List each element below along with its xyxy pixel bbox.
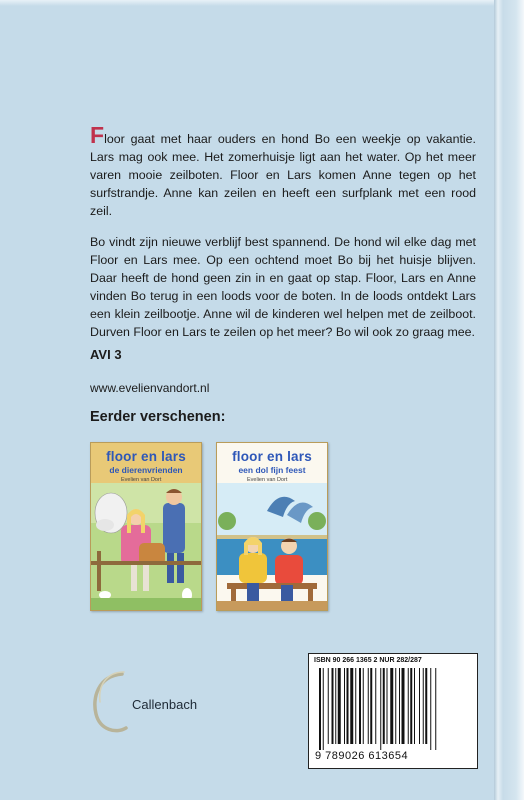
publisher-name: Callenbach bbox=[132, 697, 198, 712]
barcode-bar bbox=[435, 668, 436, 750]
blurb-paragraph-1-text: loor gaat met haar ouders en hond Bo een weekje op vakantie. Lars mag ook mee. Het zomerhuisje ligt aan het water. Op het meer varen mooie zeilboten. Floor en Lars komen Anne tegen op het surfstrandje. Anne kan zeilen en heeft een surfplank met een rood zeil. bbox=[90, 132, 476, 218]
barcode-bar bbox=[430, 668, 431, 750]
earlier-published-heading: Eerder verschenen: bbox=[90, 409, 226, 425]
barcode-bar bbox=[425, 668, 427, 744]
isbn-text: ISBN 90 266 1365 2 NUR 282/287 bbox=[314, 657, 422, 664]
barcode-bar bbox=[402, 668, 405, 744]
book-cover-dol-fijn-feest bbox=[216, 442, 328, 611]
avi-level: AVI 3 bbox=[90, 347, 122, 362]
barcode-bar bbox=[355, 668, 356, 744]
book-author: Evelien van Dort bbox=[121, 477, 162, 483]
barcode-bar bbox=[419, 668, 420, 744]
barcode-bar bbox=[335, 668, 336, 744]
barcode-bar bbox=[319, 668, 321, 750]
barcode-bar bbox=[323, 668, 324, 750]
book-title: floor en lars bbox=[106, 449, 186, 464]
barcode-bar bbox=[408, 668, 409, 744]
barcode-bars bbox=[319, 668, 471, 750]
barcode-bar bbox=[387, 668, 388, 744]
barcode-bar bbox=[363, 668, 364, 744]
barcode-bar bbox=[390, 668, 393, 744]
barcode-number: 9 789026 613654 bbox=[315, 750, 409, 762]
website-url: www.evelienvandort.nl bbox=[90, 381, 210, 395]
barcode-bar bbox=[410, 668, 412, 744]
barcode-bar bbox=[414, 668, 415, 744]
barcode-bar bbox=[350, 668, 353, 744]
book-cover-dierenvrienden bbox=[90, 442, 202, 611]
barcode-bar bbox=[383, 668, 385, 744]
book-spine bbox=[494, 0, 524, 800]
barcode-label bbox=[308, 653, 478, 769]
blurb-paragraph-1 bbox=[90, 122, 476, 220]
barcode-bar bbox=[344, 668, 345, 744]
barcode-bar bbox=[399, 668, 400, 744]
barcode-bar bbox=[375, 668, 376, 744]
cover-top-edge bbox=[0, 0, 524, 6]
callenbach-logo-icon bbox=[88, 668, 132, 738]
barcode-bar bbox=[395, 668, 396, 744]
book-title: floor en lars bbox=[232, 449, 312, 464]
barcode-bar bbox=[328, 668, 329, 744]
barcode-bar bbox=[338, 668, 341, 744]
barcode-bar bbox=[368, 668, 369, 744]
book-author: Evelien van Dort bbox=[247, 477, 288, 483]
drop-cap: F bbox=[90, 122, 105, 148]
barcode-bar bbox=[423, 668, 424, 744]
barcode-bar bbox=[359, 668, 361, 744]
barcode-bar bbox=[370, 668, 372, 744]
book-subtitle: een dol fijn feest bbox=[238, 465, 306, 475]
blurb-text bbox=[90, 122, 476, 354]
barcode-bar bbox=[380, 668, 381, 750]
book-subtitle: de dierenvrienden bbox=[109, 465, 183, 475]
barcode-bar bbox=[347, 668, 349, 744]
blurb-paragraph-2: Bo vindt zijn nieuwe verblijf best spannend. De hond wil elke dag met Floor en Lars mee. Op een ochtend moet Bo bij het huisje blijven. Daar heeft de hond geen zin in en gaat op stap. Floor, Lars en Anne vinden Bo terug in een loods voor de boten. In de loods ontdekt Lars een klein zeilbootje. Anne wil de kinderen wel helpen met de zeilboot. Durven Floor en Lars te zeilen op het meer? Bo wil ook zo graag mee. bbox=[90, 235, 476, 339]
barcode-bar bbox=[332, 668, 334, 744]
